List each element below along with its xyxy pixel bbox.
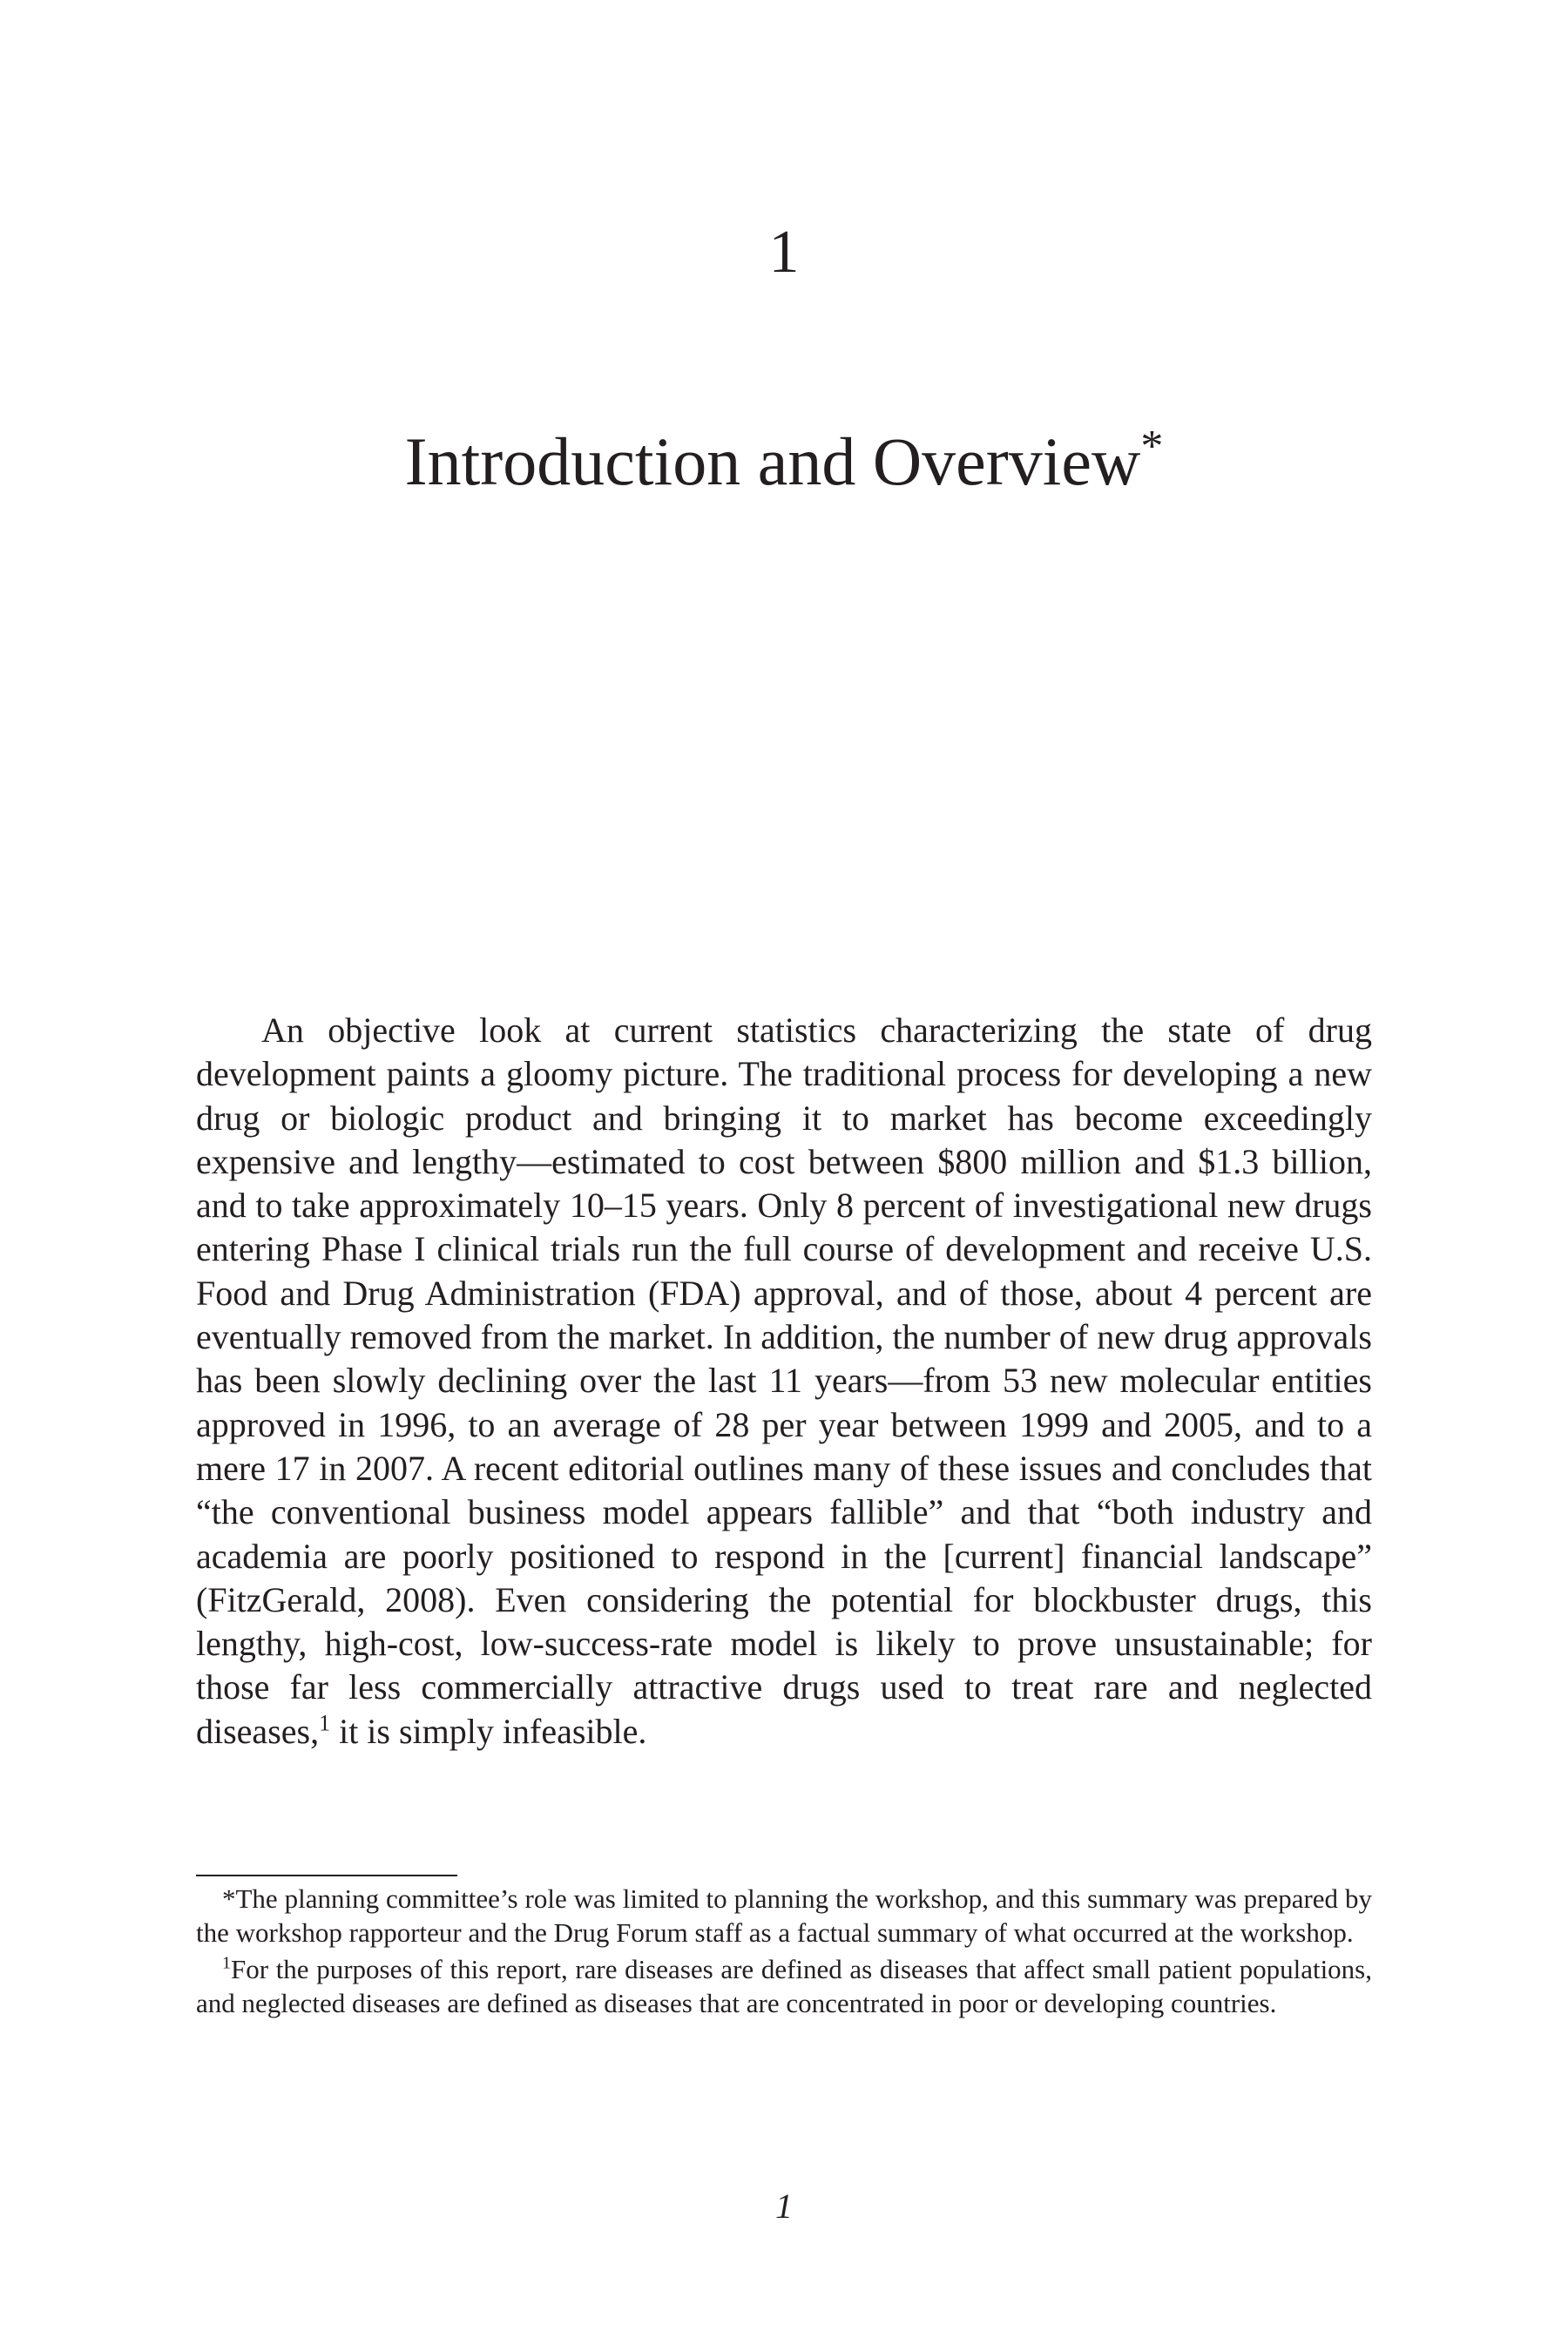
intro-paragraph-tail: it is simply infeasible. [330,1711,647,1751]
chapter-title [0,418,1568,505]
footnote-marker: * [222,1883,236,1914]
footnote-item [196,1952,1372,2020]
footnote-text: For the purposes of this report, rare diseases are defined as diseases that affect small patient populations, and neglected diseases are defined as diseases that are concentrated in poor or developing countries. [196,1954,1372,2018]
footnote-divider [196,1875,457,1876]
footnote-text: The planning committee’s role was limited to planning the workshop, and this summary was prepared by the workshop rapporteur and the Drug Forum staff as a factual summary of what occurred at the workshop. [196,1883,1372,1948]
footnote-item [196,1882,1372,1950]
chapter-title-text: Introduction and Overview [404,423,1141,499]
chapter-number: 1 [768,219,800,286]
intro-paragraph [196,1009,1372,1754]
title-footnote-marker: * [1140,422,1164,471]
footnote-marker: 1 [222,1953,231,1973]
footnote-reference: 1 [319,1710,331,1736]
intro-paragraph-text: An objective look at current statistics characterizing the state of drug development paints a gloomy picture. The traditional process for developing a new drug or biologic product and bringing it to market has become exceedingly expensive and lengthy—estimated to cost between $800 million and $1.3 billion, and to take approximately 10–15 years. Only 8 percent of investigational new drugs entering Phase I clinical trials run the full course of development and receive U.S. Food and Drug Administration (FDA) approval, and of those, about 4 percent are eventually removed from the market. In addition, the number of new drug approvals has been slowly declining over the last 11 years—from 53 new molecular entities approved in 1996, to an average of 28 per year between 1999 and 2005, and to a mere 17 in 2007. A recent editorial outlines many of these issues and concludes that “the conventional business model appears fallible” and that “both industry and academia are poorly positioned to respond in the [current] financial landscape” (FitzGerald, 2008). Even considering the potential for blockbuster drugs, this lengthy, high-cost, low-success-rate model is likely to prove unsustainable; for those far less commercially attractive drugs used to treat rare and neglected diseases, [196,1010,1372,1751]
page-number: 1 [775,2186,793,2226]
footnotes [196,1882,1372,2023]
